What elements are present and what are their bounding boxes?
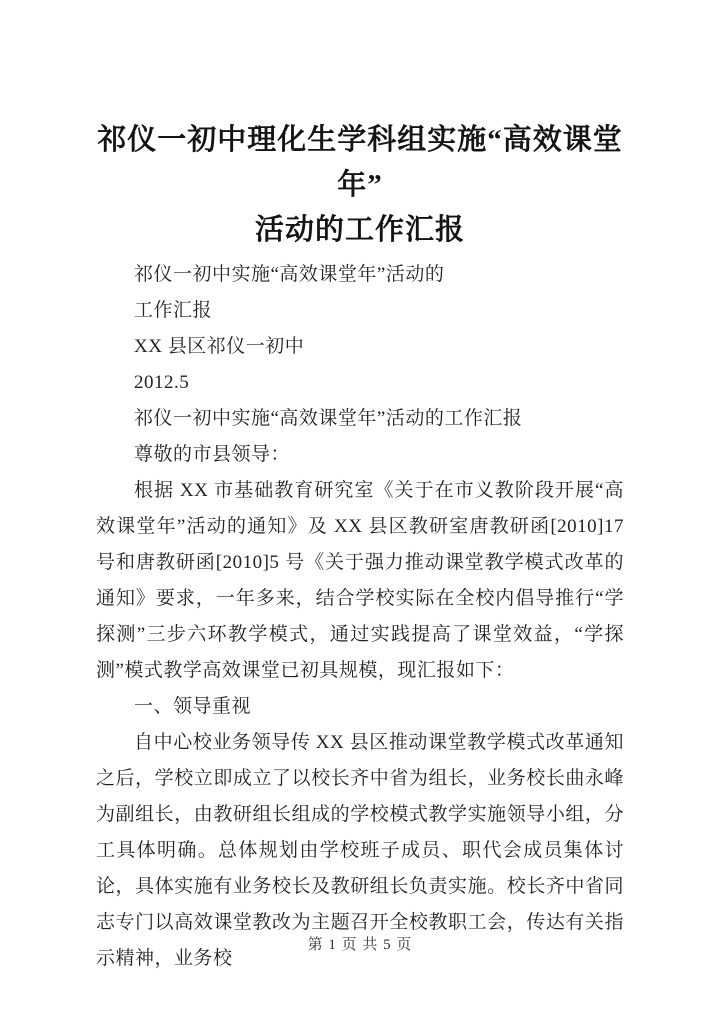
- title-line-1: 祁仪一初中理化生学科组实施“高效课堂年”: [97, 124, 623, 201]
- document-title: [96, 118, 624, 253]
- paragraph: 祁仪一初中实施“高效课堂年”活动的: [134, 264, 445, 285]
- paragraph: 尊敬的市县领导：: [134, 444, 291, 465]
- title-line-2: 活动的工作汇报: [254, 214, 465, 246]
- paragraph: 一、领导重视: [134, 696, 252, 717]
- paragraph: 工作汇报: [134, 300, 213, 321]
- document-content: [0, 118, 720, 977]
- paragraph: 祁仪一初中实施“高效课堂年”活动的工作汇报: [134, 408, 523, 429]
- paragraph: 自中心校业务领导传 XX 县区推动课堂教学模式改革通知之后，学校立即成立了以校长齐中省为组长，业务校长曲永峰为副组长，由教研组长组成的学校模式教学实施领导小组，分工具体明确。总体规划由学校班子成员、职代会成员集体讨论，具体实施有业务校长及教研组长负责实施。校长齐中省同志专门以高效课堂教改为主题召开全校教职工会，传达有关指示精神，业务校: [96, 732, 624, 969]
- paragraph: 2012.5: [134, 372, 190, 393]
- page-number-footer: 第 1 页 共 5 页: [307, 937, 413, 953]
- paragraph: 根据 XX 市基础教育研究室《关于在市义教阶段开展“高效课堂年”活动的通知》及 XX 县区教研室唐教研函[2010]17 号和唐教研函[2010]5 号《关于强力推动课堂教学模式改革的通知》要求，一年多来，结合学校实际在全校内倡导推行“学探测”三步六环教学模式，通过实践提高了课堂效益，“学探测”模式教学高效课堂已初具规模，现汇报如下：: [96, 480, 624, 681]
- paragraph: XX 县区祁仪一初中: [134, 336, 305, 357]
- document-body: [96, 257, 624, 977]
